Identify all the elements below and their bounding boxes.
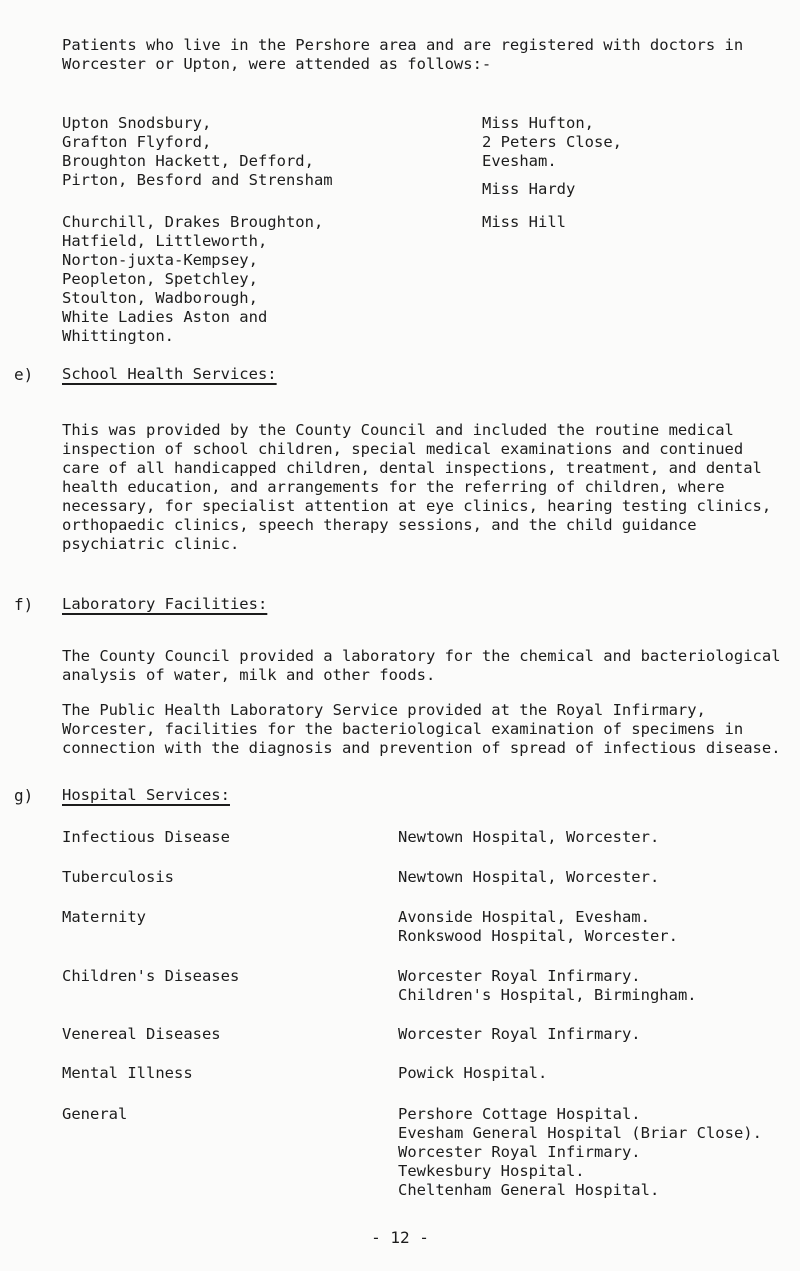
paragraph-line: connection with the diagnosis and prevention of spread of infectious disease. <box>62 739 781 757</box>
school-health-heading: School Health Services: <box>62 365 277 383</box>
area-line: Norton-juxta-Kempsey, <box>62 251 258 269</box>
section-marker-f: f) <box>14 595 34 614</box>
paragraph-line: orthopaedic clinics, speech therapy sessions, and the child guidance <box>62 516 697 534</box>
hospital-row-hospitals <box>398 908 678 946</box>
hospital-name: Worcester Royal Infirmary. <box>398 967 641 985</box>
hospital-row-category: General <box>62 1105 128 1123</box>
area-line: Upton Snodsbury, <box>62 114 212 132</box>
hospital-name: Avonside Hospital, Evesham. <box>398 908 650 926</box>
paragraph-line: The Public Health Laboratory Service provided at the Royal Infirmary, <box>62 701 706 719</box>
area-line: Churchill, Drakes Broughton, <box>62 213 324 231</box>
area-line: Broughton Hackett, Defford, <box>62 152 314 170</box>
laboratory-paragraph-1 <box>62 647 782 685</box>
school-health-paragraph <box>62 421 782 554</box>
paragraph-line: analysis of water, milk and other foods. <box>62 666 436 684</box>
area-group-2-areas <box>62 213 323 346</box>
paragraph-line: health education, and arrangements for the referring of children, where <box>62 478 725 496</box>
paragraph-line: inspection of school children, special medical examinations and continued <box>62 440 744 458</box>
area-group-1-areas <box>62 114 333 190</box>
laboratory-heading: Laboratory Facilities: <box>62 595 268 613</box>
paragraph-line: necessary, for specialist attention at eye clinics, hearing testing clinics, <box>62 497 772 515</box>
attendant-line: Miss Hufton, <box>482 114 594 132</box>
hospital-row-hospitals <box>398 967 697 1005</box>
hospital-name: Worcester Royal Infirmary. <box>398 1143 641 1161</box>
attendant-line: Miss Hardy <box>482 180 576 198</box>
hospital-row-hospitals <box>398 828 659 847</box>
hospital-row-category: Tuberculosis <box>62 868 174 886</box>
paragraph-line: The County Council provided a laboratory for the chemical and bacteriological <box>62 647 781 665</box>
attendant-line: Miss Hill <box>482 213 566 231</box>
intro-paragraph <box>62 36 743 74</box>
hospital-name: Ronkswood Hospital, Worcester. <box>398 927 678 945</box>
hospital-row-hospitals <box>398 1064 547 1083</box>
hospital-name: Pershore Cottage Hospital. <box>398 1105 641 1123</box>
area-line: Hatfield, Littleworth, <box>62 232 268 250</box>
hospital-row-category: Children's Diseases <box>62 967 240 985</box>
attendant-line: Evesham. <box>482 152 557 170</box>
hospital-row-hospitals <box>398 1105 762 1200</box>
attendant-line: 2 Peters Close, <box>482 133 622 151</box>
paragraph-line: care of all handicapped children, dental inspections, treatment, and dental <box>62 459 762 477</box>
hospital-name: Powick Hospital. <box>398 1064 548 1082</box>
hospital-name: Evesham General Hospital (Briar Close). <box>398 1124 762 1142</box>
page-number: - 12 - <box>371 1228 429 1247</box>
hospital-name: Cheltenham General Hospital. <box>398 1181 660 1199</box>
section-marker-g: g) <box>14 786 34 805</box>
hospital-name: Tewkesbury Hospital. <box>398 1162 585 1180</box>
hospital-row-category: Infectious Disease <box>62 828 230 846</box>
hospital-name: Worcester Royal Infirmary. <box>398 1025 641 1043</box>
intro-line: Patients who live in the Pershore area and are registered with doctors in <box>62 36 744 54</box>
area-group-2-attendants <box>482 213 566 232</box>
hospital-services-heading: Hospital Services: <box>62 786 230 804</box>
area-line: Pirton, Besford and Strensham <box>62 171 333 189</box>
paragraph-line: Worcester, facilities for the bacteriological examination of specimens in <box>62 720 744 738</box>
section-marker-e: e) <box>14 365 34 384</box>
paragraph-line: psychiatric clinic. <box>62 535 240 553</box>
hospital-name: Newtown Hospital, Worcester. <box>398 828 660 846</box>
area-line: Peopleton, Spetchley, <box>62 270 258 288</box>
area-group-1-attendants <box>482 114 622 199</box>
hospital-name: Children's Hospital, Birmingham. <box>398 986 697 1004</box>
hospital-row-category: Venereal Diseases <box>62 1025 221 1043</box>
area-line: White Ladies Aston and <box>62 308 268 326</box>
hospital-row-hospitals <box>398 868 659 887</box>
hospital-row-category: Mental Illness <box>62 1064 193 1082</box>
hospital-name: Newtown Hospital, Worcester. <box>398 868 660 886</box>
area-line: Stoulton, Wadborough, <box>62 289 258 307</box>
area-line: Whittington. <box>62 327 174 345</box>
paragraph-line: This was provided by the County Council and included the routine medical <box>62 421 734 439</box>
area-line: Grafton Flyford, <box>62 133 212 151</box>
laboratory-paragraph-2 <box>62 701 782 758</box>
intro-line: Worcester or Upton, were attended as follows:- <box>62 55 492 73</box>
hospital-row-category: Maternity <box>62 908 146 926</box>
hospital-row-hospitals <box>398 1025 641 1044</box>
